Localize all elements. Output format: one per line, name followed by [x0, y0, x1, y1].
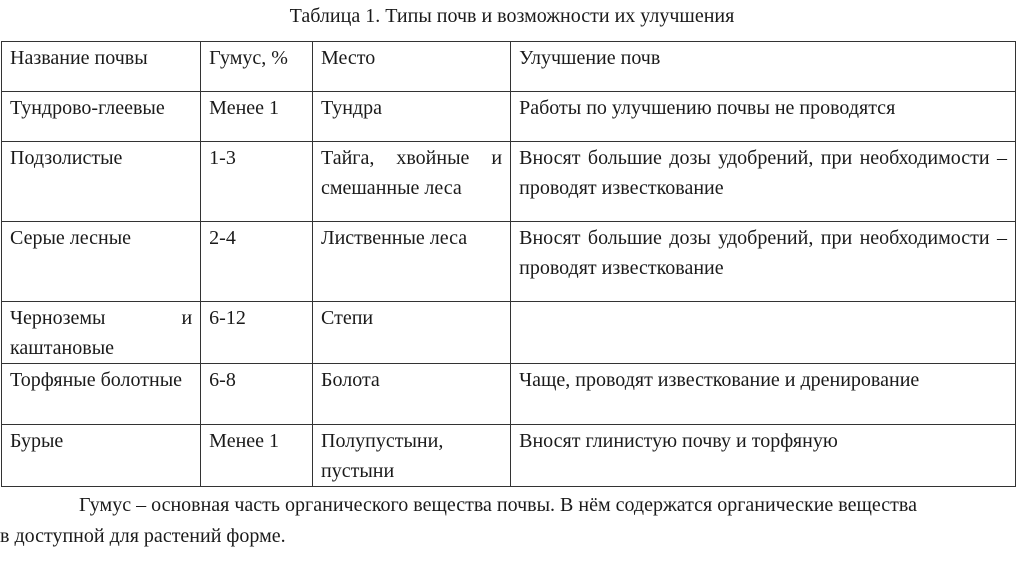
- header-improvement: Улучшение почв: [511, 42, 1016, 92]
- cell-soil-name: Торфяные болотные: [2, 364, 201, 425]
- table-row: [2, 364, 1016, 425]
- cell-humus: 6-12: [201, 302, 313, 364]
- table-row: [2, 302, 1016, 364]
- cell-place: Тундра: [313, 92, 511, 142]
- cell-improvement: [511, 302, 1016, 364]
- cell-place: Полупустыни, пустыни: [313, 425, 511, 487]
- cell-humus: Менее 1: [201, 425, 313, 487]
- cell-soil-name: Черноземы и каштановые: [2, 302, 201, 364]
- cell-place: Степи: [313, 302, 511, 364]
- cell-improvement: Вносят большие дозы удобрений, при необходимости – проводят известкование: [511, 222, 1016, 302]
- cell-place: Болота: [313, 364, 511, 425]
- cell-improvement: Вносят глинистую почву и торфяную: [511, 425, 1016, 487]
- cell-humus: 1-3: [201, 142, 313, 222]
- cell-soil-name: Подзолистые: [2, 142, 201, 222]
- table-header-row: [2, 42, 1016, 92]
- cell-soil-name: Серые лесные: [2, 222, 201, 302]
- table-row: [2, 222, 1016, 302]
- table-caption: Таблица 1. Типы почв и возможности их улучшения: [289, 5, 735, 27]
- cell-humus: 6-8: [201, 364, 313, 425]
- soil-types-table: [1, 41, 1016, 487]
- cell-place: Лиственные леса: [313, 222, 511, 302]
- table-row: [2, 142, 1016, 222]
- cell-improvement: Вносят большие дозы удобрений, при необходимости – проводят известкование: [511, 142, 1016, 222]
- cell-humus: 2-4: [201, 222, 313, 302]
- table-row: [2, 425, 1016, 487]
- cell-improvement: Чаще, проводят известкование и дренирование: [511, 364, 1016, 425]
- header-soil-name: Название почвы: [2, 42, 201, 92]
- humus-paragraph: [0, 490, 1024, 552]
- paragraph-line-2: в доступной для растений форме.: [0, 525, 286, 547]
- table-row: [2, 92, 1016, 142]
- cell-improvement: Работы по улучшению почвы не проводятся: [511, 92, 1016, 142]
- cell-soil-name: Бурые: [2, 425, 201, 487]
- cell-soil-name: Тундрово-глеевые: [2, 92, 201, 142]
- cell-humus: Менее 1: [201, 92, 313, 142]
- header-place: Место: [313, 42, 511, 92]
- paragraph-line-1: Гумус – основная часть органического вещества почвы. В нём содержатся органические вещества: [79, 494, 917, 516]
- cell-place: Тайга, хвойные и смешанные леса: [313, 142, 511, 222]
- header-humus: Гумус, %: [201, 42, 313, 92]
